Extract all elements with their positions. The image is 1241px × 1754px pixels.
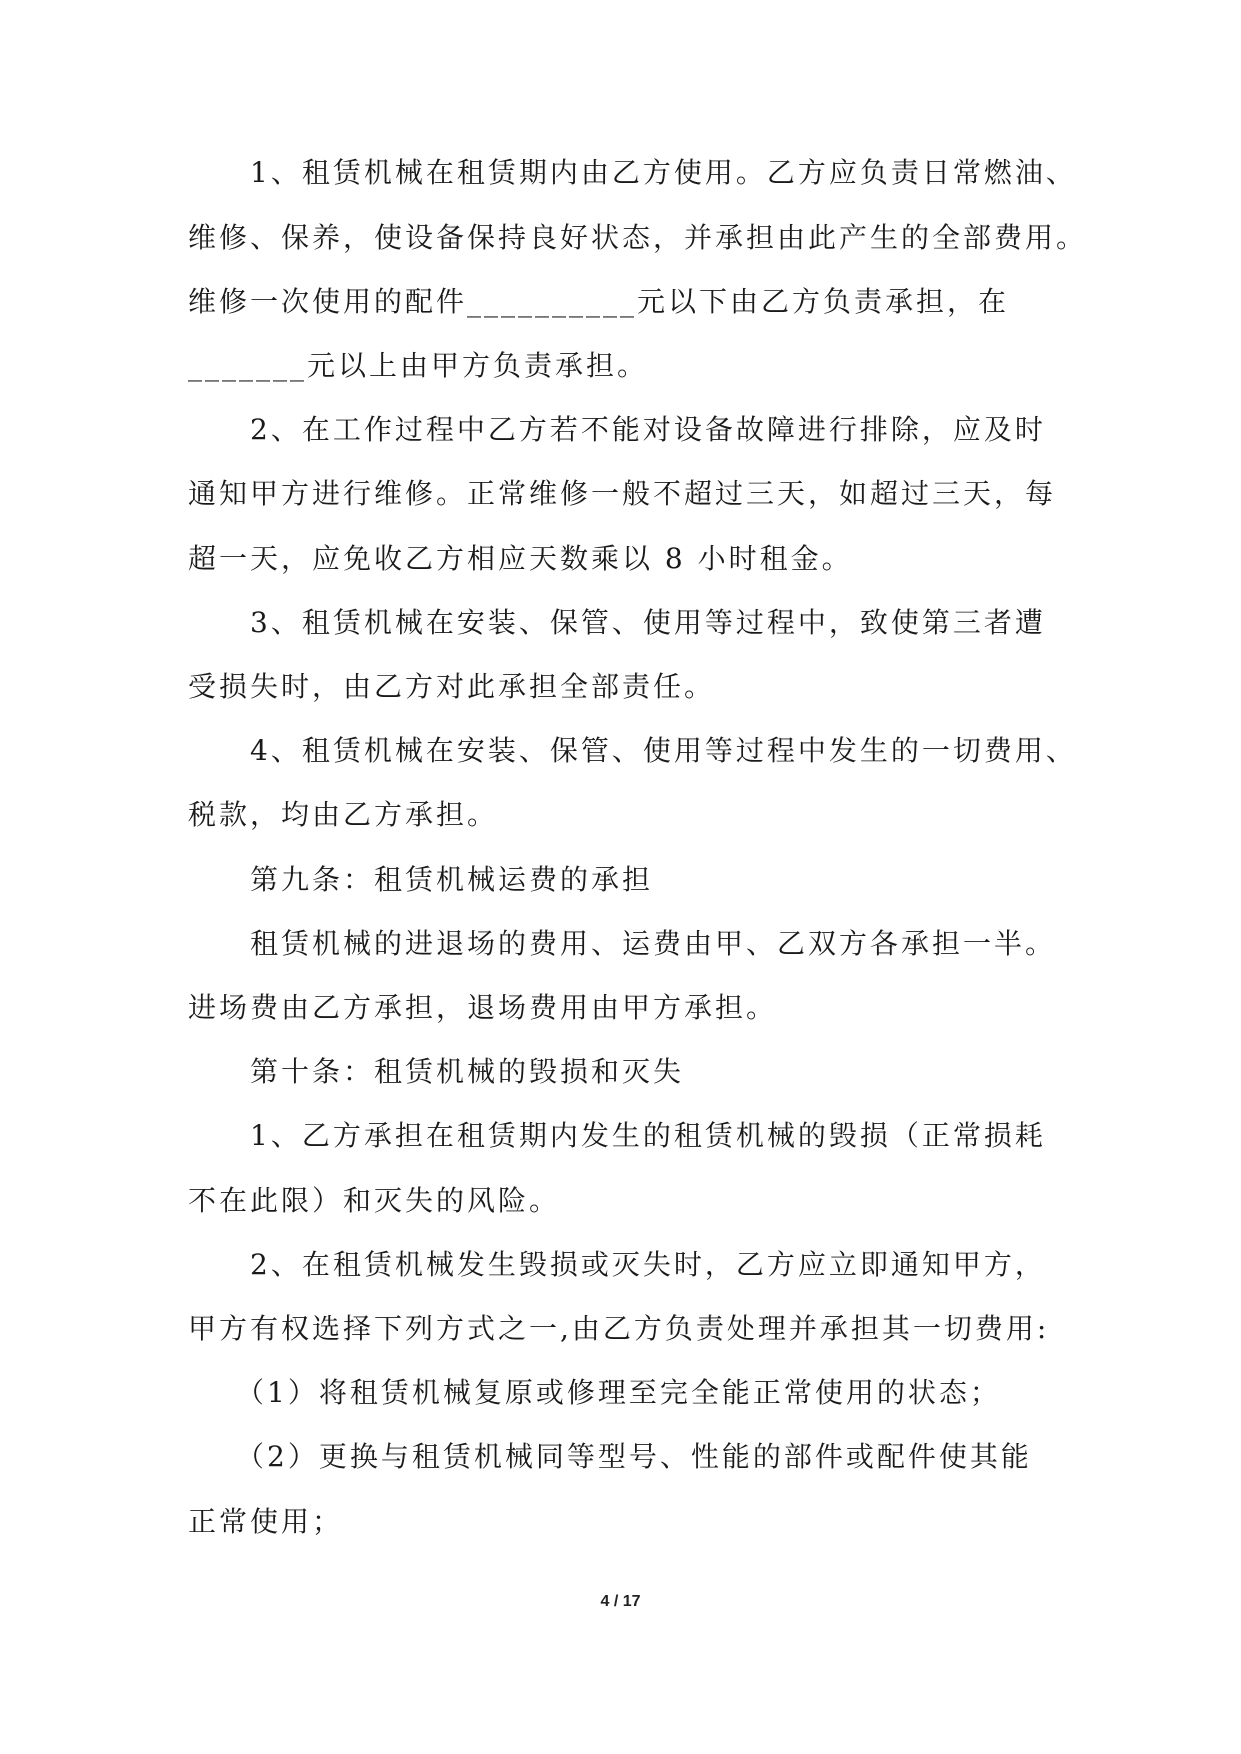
text-line: 2、在工作过程中乙方若不能对设备故障进行排除，应及时 [188, 413, 1046, 446]
text-line: 4、租赁机械在安装、保管、使用等过程中发生的一切费用、 [188, 734, 1077, 767]
text-line: 进场费由乙方承担，退场费用由甲方承担。 [188, 991, 778, 1024]
text-line: （2）更换与租赁机械同等型号、性能的部件或配件使其能 [188, 1440, 1032, 1473]
text-line: 1、乙方承担在租赁期内发生的租赁机械的毁损（正常损耗 [188, 1119, 1046, 1152]
text-line: 维修、保养，使设备保持良好状态，并承担由此产生的全部费用。 [188, 221, 1088, 254]
text-line: （1）将租赁机械复原或修理至完全能正常使用的状态； [188, 1376, 1001, 1409]
text-line: 2、在租赁机械发生毁损或灭失时，乙方应立即通知甲方， [188, 1248, 1046, 1281]
text-line: 不在此限）和灭失的风险。 [188, 1184, 561, 1217]
text-line: 1、租赁机械在租赁期内由乙方使用。乙方应负责日常燃油、 [188, 156, 1077, 189]
text-line: 税款，均由乙方承担。 [188, 798, 499, 831]
page-number: 4 / 17 [600, 1593, 641, 1610]
text-line: 超一天，应免收乙方相应天数乘以 8 小时租金。 [188, 542, 853, 575]
section-heading: 第九条：租赁机械运费的承担 [188, 863, 654, 896]
text-line: _______元以上由甲方负责承担。 [188, 349, 649, 382]
text-line: 租赁机械的进退场的费用、运费由甲、乙双方各承担一半。 [188, 927, 1057, 960]
text-line: 正常使用； [188, 1505, 344, 1538]
section-heading: 第十条：租赁机械的毁损和灭失 [188, 1055, 685, 1088]
text-line: 3、租赁机械在安装、保管、使用等过程中，致使第三者遭 [188, 606, 1046, 639]
text-line: 通知甲方进行维修。正常维修一般不超过三天，如超过三天，每 [188, 477, 1057, 510]
text-line: 受损失时，由乙方对此承担全部责任。 [188, 670, 716, 703]
text-line: 维修一次使用的配件__________元以下由乙方负责承担，在 [188, 285, 1010, 318]
text-line: 甲方有权选择下列方式之一,由乙方负责处理并承担其一切费用: [188, 1312, 1050, 1345]
